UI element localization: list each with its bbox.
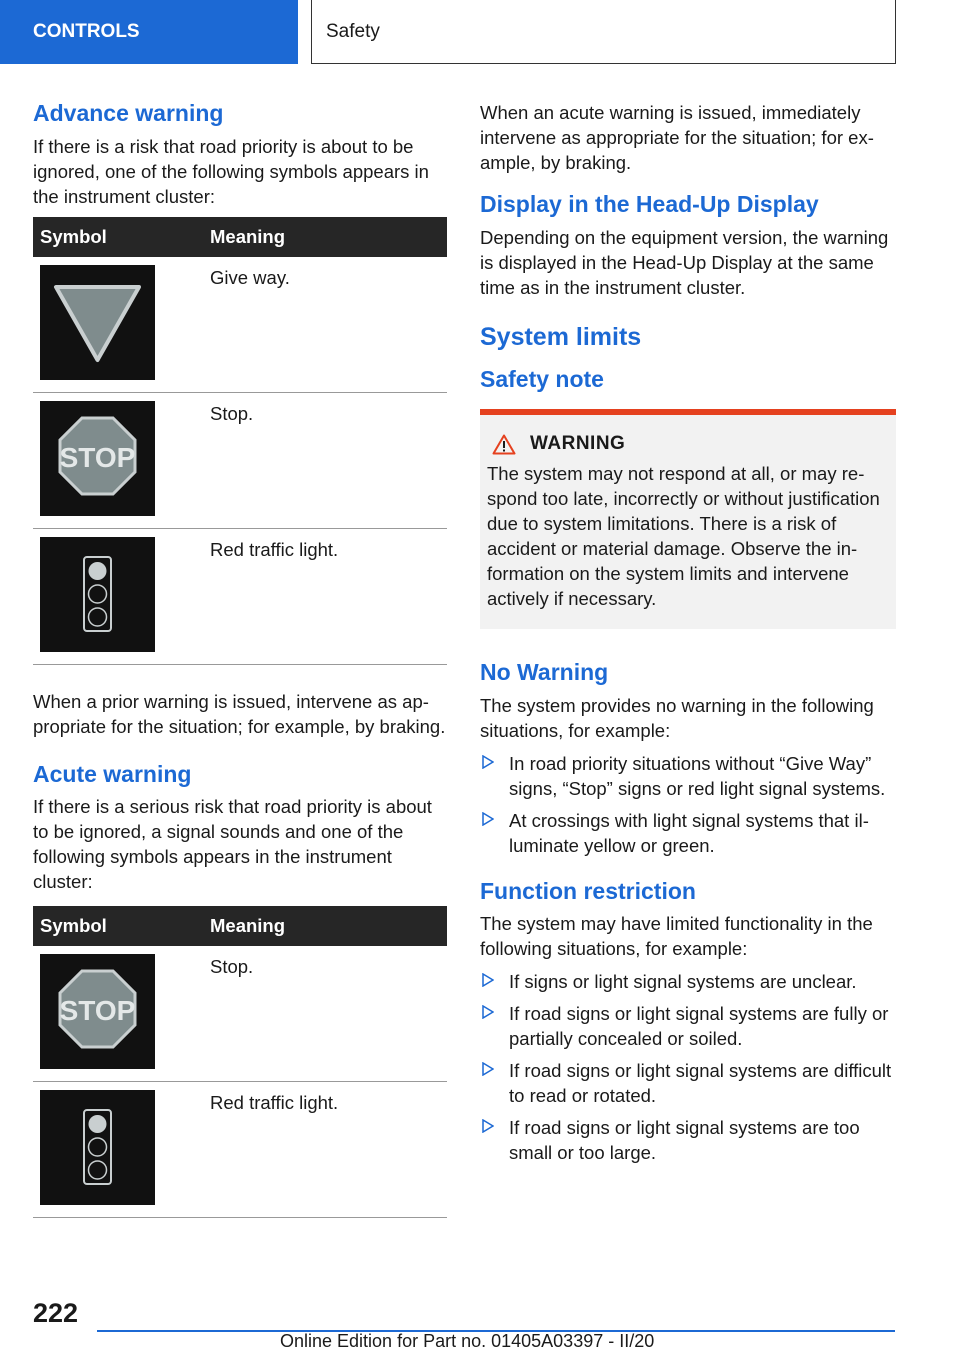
list-item: At crossings with light signal systems that illuminate yellow or green.: [480, 808, 896, 858]
right-column: [480, 100, 896, 1172]
meaning-cell: Red traffic light.: [206, 1082, 447, 1218]
footer-edition-text: Online Edition for Part no. 01405A03397 - II/20: [280, 1331, 655, 1351]
no-warning-heading: No Warning: [480, 659, 609, 686]
table-row: [33, 528, 447, 664]
table-header-symbol: Symbol: [33, 217, 206, 257]
list-item: If road signs or light signal systems are too small or too large.: [480, 1115, 896, 1165]
list-item: If road signs or light signal systems are difficult to read or rotated.: [480, 1058, 896, 1108]
prior-warning-text: When a prior warning is issued, intervene as appropriate for the situation; for example, by braking.: [33, 690, 446, 737]
give-way-sign-icon: [40, 265, 155, 380]
stop-sign-text: STOP: [59, 995, 136, 1027]
safety-note-heading: Safety note: [480, 365, 604, 392]
warning-triangle-icon: [492, 434, 516, 455]
no-warning-list: [480, 751, 896, 858]
meaning-cell: Stop.: [206, 946, 447, 1082]
stop-sign-text: STOP: [59, 441, 136, 473]
meaning-cell: Give way.: [206, 257, 447, 393]
hud-text: Depending on the equipment version, the warning is displayed in the Head-Up Display at the same time as in the instrument cluster.: [480, 226, 889, 298]
advance-warning-text: If there is a risk that road priority is about to be ignored, one of the following symbols appears in the instrument cluster:: [33, 135, 429, 207]
red-traffic-light-icon: [40, 1090, 155, 1205]
warning-text: The system may not respond at all, or may respond too late, incorrectly or without justification due to system limitations. There is a risk of accident or material damage. Observe the information on the system limits and intervene actively if necessary.: [487, 463, 880, 610]
table-header-meaning: Meaning: [206, 906, 447, 946]
stop-sign-icon: [40, 401, 155, 516]
table-header-meaning: Meaning: [206, 217, 447, 257]
bullet-triangle-icon: [482, 1005, 494, 1019]
red-traffic-light-icon: [40, 537, 155, 652]
bullet-triangle-icon: [482, 755, 494, 769]
warning-title: WARNING: [530, 433, 626, 455]
advance-warning-heading: Advance warning: [33, 100, 224, 126]
list-item: In road priority situations without “Give Way” signs, “Stop” signs or red light signal systems.: [480, 751, 896, 801]
bullet-triangle-icon: [482, 1119, 494, 1133]
left-column: [33, 100, 447, 1218]
acute-warning-text: If there is a serious risk that road priority is about to be ignored, a signal sounds and one of the following symbols appears in the instrument cluster:: [33, 796, 432, 893]
table-header-symbol: Symbol: [33, 906, 206, 946]
meaning-cell: Red traffic light.: [206, 528, 447, 664]
stop-sign-icon: [40, 954, 155, 1069]
function-restriction-text: The system may have limited functionality in the following situations, for example:: [480, 913, 873, 960]
bullet-triangle-icon: [482, 1062, 494, 1076]
table-row: [33, 946, 447, 1082]
section-tab: CONTROLS: [0, 0, 298, 64]
function-restriction-heading: Function restriction: [480, 877, 696, 904]
section-title: Safety: [311, 0, 896, 64]
list-item: If signs or light signal systems are unclear.: [480, 969, 896, 994]
advance-warning-table: [33, 217, 447, 665]
meaning-cell: Stop.: [206, 392, 447, 528]
system-limits-heading: System limits: [480, 322, 642, 351]
page-number: 222: [33, 1298, 79, 1328]
warning-box: [480, 409, 896, 629]
table-row: [33, 257, 447, 393]
no-warning-text: The system provides no warning in the following situations, for example:: [480, 694, 874, 741]
table-row: [33, 1082, 447, 1218]
function-restriction-list: [480, 969, 896, 1165]
hud-heading: Display in the Head-Up Display: [480, 191, 819, 217]
table-row: [33, 392, 447, 528]
bullet-triangle-icon: [482, 973, 494, 987]
bullet-triangle-icon: [482, 812, 494, 826]
acute-warning-table: [33, 906, 447, 1218]
acute-warning-heading: Acute warning: [33, 760, 192, 787]
acute-intervene-text: When an acute warning is issued, immediately intervene as appropriate for the situation; for example, by braking.: [480, 102, 874, 173]
list-item: If road signs or light signal systems are fully or partially concealed or soiled.: [480, 1001, 896, 1051]
